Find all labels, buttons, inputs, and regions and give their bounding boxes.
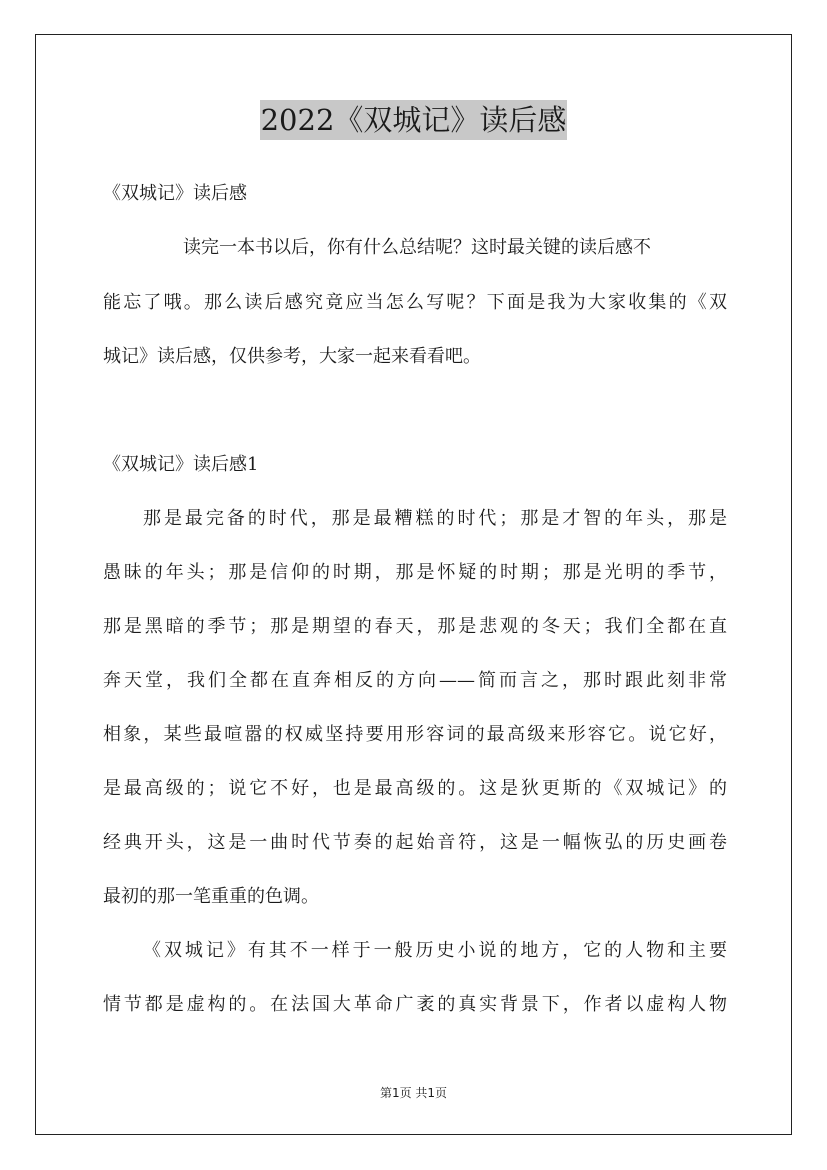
paragraph-line: 情节都是虚构的。在法国大革命广袤的真实背景下，作者以虚构人物	[103, 994, 727, 1015]
title-container	[0, 100, 827, 140]
page-number-footer: 第1页 共1页	[379, 1086, 448, 1100]
intro-line: 城记》读后感，仅供参考，大家一起来看看吧。	[103, 346, 481, 367]
paragraph-line: 愚昧的年头；那是信仰的时期，那是怀疑的时期；那是光明的季节，	[103, 562, 727, 583]
paragraph-line: 相象，某些最喧嚣的权威坚持要用形容词的最高级来形容它。说它好，	[103, 724, 727, 745]
paragraph-line: 《双城记》有其不一样于一般历史小说的地方，它的人物和主要	[143, 940, 727, 961]
paragraph-line: 经典开头，这是一曲时代节奏的起始音符，这是一幅恢弘的历史画卷	[103, 832, 727, 853]
subtitle: 《双城记》读后感	[103, 183, 247, 204]
section-heading: 《双城记》读后感1	[103, 454, 259, 475]
paragraph-line: 最初的那一笔重重的色调。	[103, 886, 319, 907]
paragraph-line: 是最高级的；说它不好，也是最高级的。这是狄更斯的《双城记》的	[103, 778, 727, 799]
intro-line: 读完一本书以后，你有什么总结呢？这时最关键的读后感不	[183, 237, 651, 258]
paragraph-line: 那是黑暗的季节；那是期望的春天，那是悲观的冬天；我们全都在直	[103, 616, 727, 637]
document-title: 2022《双城记》读后感	[260, 100, 568, 140]
paragraph-line: 那是最完备的时代，那是最糟糕的时代；那是才智的年头，那是	[143, 508, 727, 529]
intro-line: 能忘了哦。那么读后感究竟应当怎么写呢？下面是我为大家收集的《双	[103, 292, 727, 313]
paragraph-line: 奔天堂，我们全都在直奔相反的方向——简而言之，那时跟此刻非常	[103, 670, 727, 691]
